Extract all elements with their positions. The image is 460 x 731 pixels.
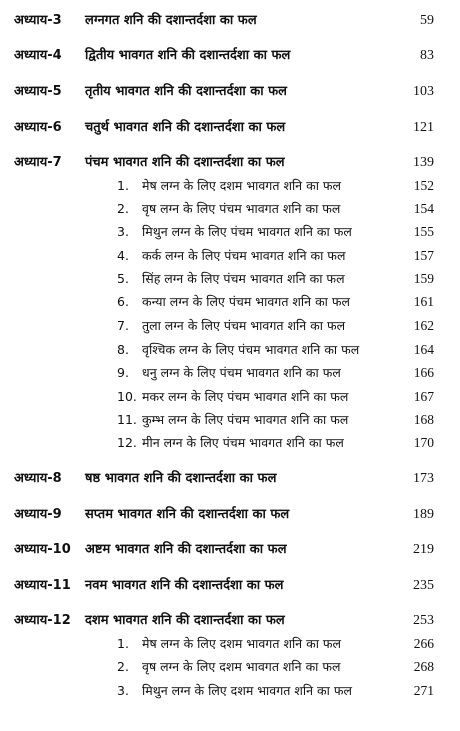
page-number: 266 — [413, 636, 434, 651]
subentry-title: मेष लग्न के लिए दशम भावगत शनि का फल — [142, 636, 342, 651]
toc-chapter-row — [0, 538, 460, 562]
subentry-number: 2. — [117, 659, 129, 674]
toc-subentry-row — [0, 290, 460, 314]
subentry-number: 8. — [117, 342, 129, 357]
toc-subentry-row — [0, 197, 460, 221]
subentry-number: 4. — [117, 248, 129, 263]
subentry-title: वृष लग्न के लिए पंचम भावगत शनि का फल — [142, 201, 341, 216]
chapter-title: षष्ठ भावगत शनि की दशान्तर्दशा का फल — [85, 471, 277, 486]
toc-chapter-row — [0, 80, 460, 104]
subentry-number: 12. — [117, 435, 137, 450]
page-number: 121 — [413, 120, 434, 135]
toc-subentry-row — [0, 220, 460, 244]
subentry-number: 9. — [117, 365, 129, 380]
toc-chapter-row — [0, 467, 460, 491]
subentry-number: 7. — [117, 318, 129, 333]
page-number: 103 — [413, 84, 434, 99]
subentry-title: मीन लग्न के लिए पंचम भावगत शनि का फल — [142, 435, 344, 450]
toc-subentry-row — [0, 314, 460, 338]
subentry-number: 10. — [117, 389, 137, 404]
chapter-title: दशम भावगत शनि की दशान्तर्दशा का फल — [85, 613, 285, 628]
toc-subentry-row — [0, 431, 460, 455]
page-number: 189 — [413, 507, 434, 522]
toc-chapter-row — [0, 609, 460, 633]
subentry-number: 2. — [117, 201, 129, 216]
subentry-title: मिथुन लग्न के लिए दशम भावगत शनि का फल — [142, 683, 352, 698]
chapter-label: अध्याय-3 — [14, 13, 62, 28]
chapter-title: तृतीय भावगत शनि की दशान्तर्दशा का फल — [85, 84, 287, 99]
chapter-label: अध्याय-8 — [14, 471, 62, 486]
chapter-title: अष्टम भावगत शनि की दशान्तर्दशा का फल — [85, 542, 287, 557]
subentry-number: 1. — [117, 636, 129, 651]
chapter-title: चतुर्थ भावगत शनि की दशान्तर्दशा का फल — [85, 120, 286, 135]
chapter-label: अध्याय-11 — [14, 578, 71, 593]
chapter-label: अध्याय-6 — [14, 120, 62, 135]
toc-chapter-row — [0, 574, 460, 598]
subentry-title: वृश्चिक लग्न के लिए पंचम भावगत शनि का फल — [142, 342, 360, 357]
chapter-title: नवम भावगत शनि की दशान्तर्दशा का फल — [85, 578, 284, 593]
subentry-title: धनु लग्न के लिए पंचम भावगत शनि का फल — [142, 365, 341, 380]
toc-subentry-row — [0, 632, 460, 656]
subentry-title: कर्क लग्न के लिए पंचम भावगत शनि का फल — [142, 248, 346, 263]
chapter-label: अध्याय-4 — [14, 48, 62, 63]
subentry-title: कुम्भ लग्न के लिए पंचम भावगत शनि का फल — [142, 412, 349, 427]
toc-subentry-row — [0, 385, 460, 409]
chapter-title: द्वितीय भावगत शनि की दशान्तर्दशा का फल — [85, 48, 291, 63]
page-number: 167 — [413, 389, 434, 404]
toc-subentry-row — [0, 655, 460, 679]
page-number: 154 — [413, 201, 434, 216]
subentry-number: 6. — [117, 294, 129, 309]
chapter-title: लग्नगत शनि की दशान्तर्दशा का फल — [85, 13, 257, 28]
page-number: 157 — [413, 248, 434, 263]
subentry-title: तुला लग्न के लिए पंचम भावगत शनि का फल — [142, 318, 346, 333]
toc-subentry-row — [0, 338, 460, 362]
chapter-label: अध्याय-5 — [14, 84, 62, 99]
page-number: 83 — [420, 48, 434, 63]
subentry-title: वृष लग्न के लिए दशम भावगत शनि का फल — [142, 659, 341, 674]
page-number: 235 — [413, 578, 434, 593]
subentry-number: 3. — [117, 224, 129, 239]
page-number: 139 — [413, 155, 434, 170]
subentry-number: 1. — [117, 178, 129, 193]
chapter-title: सप्तम भावगत शनि की दशान्तर्दशा का फल — [85, 507, 290, 522]
page-number: 253 — [413, 613, 434, 628]
page-number: 152 — [413, 178, 434, 193]
page-number: 59 — [420, 13, 434, 28]
toc-subentry-row — [0, 244, 460, 268]
subentry-title: मिथुन लग्न के लिए पंचम भावगत शनि का फल — [142, 224, 352, 239]
page-number: 173 — [413, 471, 434, 486]
toc-subentry-row — [0, 267, 460, 291]
toc-chapter-row — [0, 44, 460, 68]
page-number: 166 — [413, 365, 434, 380]
toc-subentry-row — [0, 679, 460, 703]
subentry-title: मकर लग्न के लिए पंचम भावगत शनि का फल — [142, 389, 349, 404]
page-number: 159 — [413, 271, 434, 286]
page-number: 162 — [413, 318, 434, 333]
page-number: 161 — [413, 294, 434, 309]
toc-subentry-row — [0, 408, 460, 432]
page-number: 170 — [413, 435, 434, 450]
subentry-number: 11. — [117, 412, 137, 427]
toc-chapter-row — [0, 151, 460, 175]
toc-chapter-row — [0, 116, 460, 140]
chapter-label: अध्याय-10 — [14, 542, 71, 557]
chapter-label: अध्याय-9 — [14, 507, 62, 522]
subentry-title: मेष लग्न के लिए दशम भावगत शनि का फल — [142, 178, 342, 193]
page-number: 268 — [413, 659, 434, 674]
subentry-title: कन्या लग्न के लिए पंचम भावगत शनि का फल — [142, 294, 350, 309]
page-number: 271 — [413, 683, 434, 698]
subentry-title: सिंह लग्न के लिए पंचम भावगत शनि का फल — [142, 271, 345, 286]
page-number: 219 — [413, 542, 434, 557]
page-number: 155 — [413, 224, 434, 239]
toc-subentry-row — [0, 174, 460, 198]
page-number: 168 — [413, 412, 434, 427]
toc-chapter-row — [0, 503, 460, 527]
toc-chapter-row — [0, 9, 460, 33]
chapter-label: अध्याय-7 — [14, 155, 62, 170]
chapter-title: पंचम भावगत शनि की दशान्तर्दशा का फल — [85, 155, 285, 170]
subentry-number: 3. — [117, 683, 129, 698]
page-number: 164 — [413, 342, 434, 357]
toc-subentry-row — [0, 361, 460, 385]
subentry-number: 5. — [117, 271, 129, 286]
chapter-label: अध्याय-12 — [14, 613, 71, 628]
